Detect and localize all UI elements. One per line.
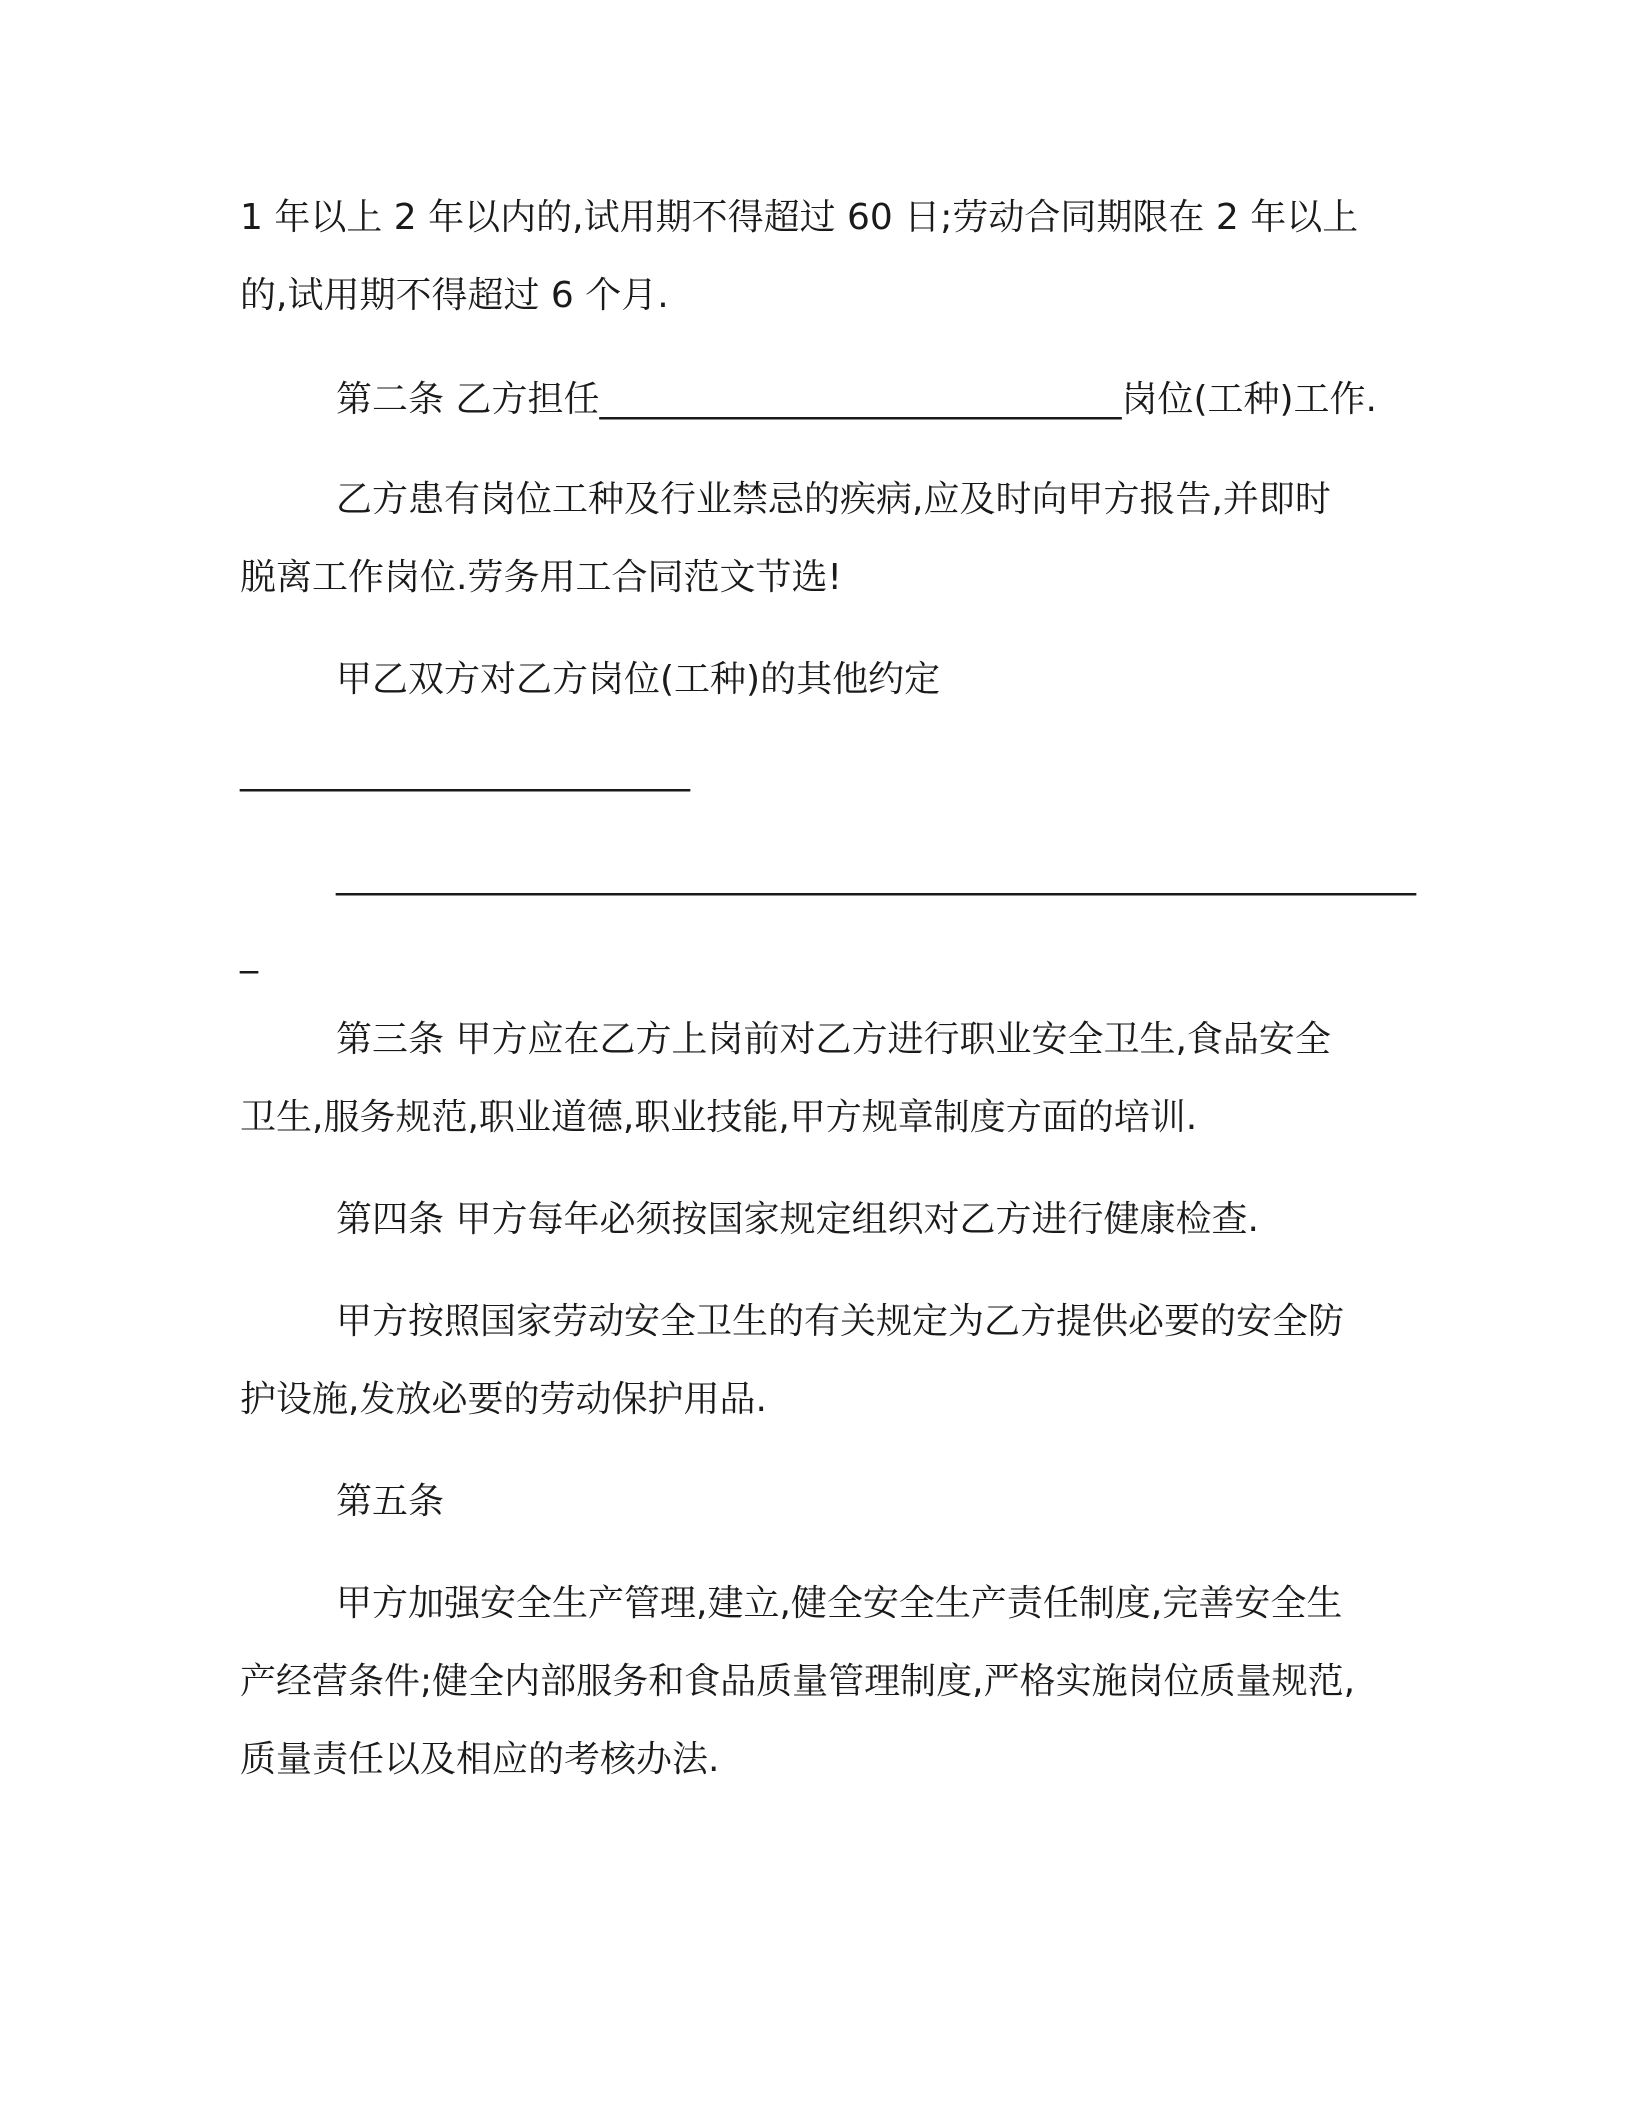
text-line: 的,试用期不得超过 6 个月. — [240, 275, 669, 316]
article-2-line: 第二条 乙方担任_____________________________岗位(工种)工作. — [336, 379, 1377, 420]
text-line: 产经营条件;健全内部服务和食品质量管理制度,严格实施岗位质量规范, — [240, 1661, 1356, 1702]
text-line: 甲方加强安全生产管理,建立,健全安全生产责任制度,完善安全生 — [336, 1583, 1343, 1624]
article-3-line: 第三条 甲方应在乙方上岗前对乙方进行职业安全卫生,食品安全 — [336, 1019, 1331, 1060]
blank-line: _ — [240, 933, 258, 974]
text-line: 卫生,服务规范,职业道德,职业技能,甲方规章制度方面的培训. — [240, 1097, 1198, 1138]
article-4-line: 第四条 甲方每年必须按国家规定组织对乙方进行健康检查. — [336, 1199, 1259, 1240]
article-5-heading: 第五条 — [336, 1481, 445, 1522]
text-line: 脱离工作岗位.劳务用工合同范文节选! — [240, 557, 842, 598]
blank-line: ____________________________________________________________ — [336, 855, 1416, 896]
text-line: 甲乙双方对乙方岗位(工种)的其他约定 — [336, 659, 941, 700]
blank-line: _________________________ — [240, 751, 690, 792]
text-line: 1 年以上 2 年以内的,试用期不得超过 60 日;劳动合同期限在 2 年以上 — [240, 197, 1359, 238]
text-line: 甲方按照国家劳动安全卫生的有关规定为乙方提供必要的安全防 — [336, 1301, 1345, 1342]
text-line: 乙方患有岗位工种及行业禁忌的疾病,应及时向甲方报告,并即时 — [336, 479, 1331, 520]
text-line: 质量责任以及相应的考核办法. — [240, 1739, 720, 1780]
text-line: 护设施,发放必要的劳动保护用品. — [240, 1379, 767, 1420]
